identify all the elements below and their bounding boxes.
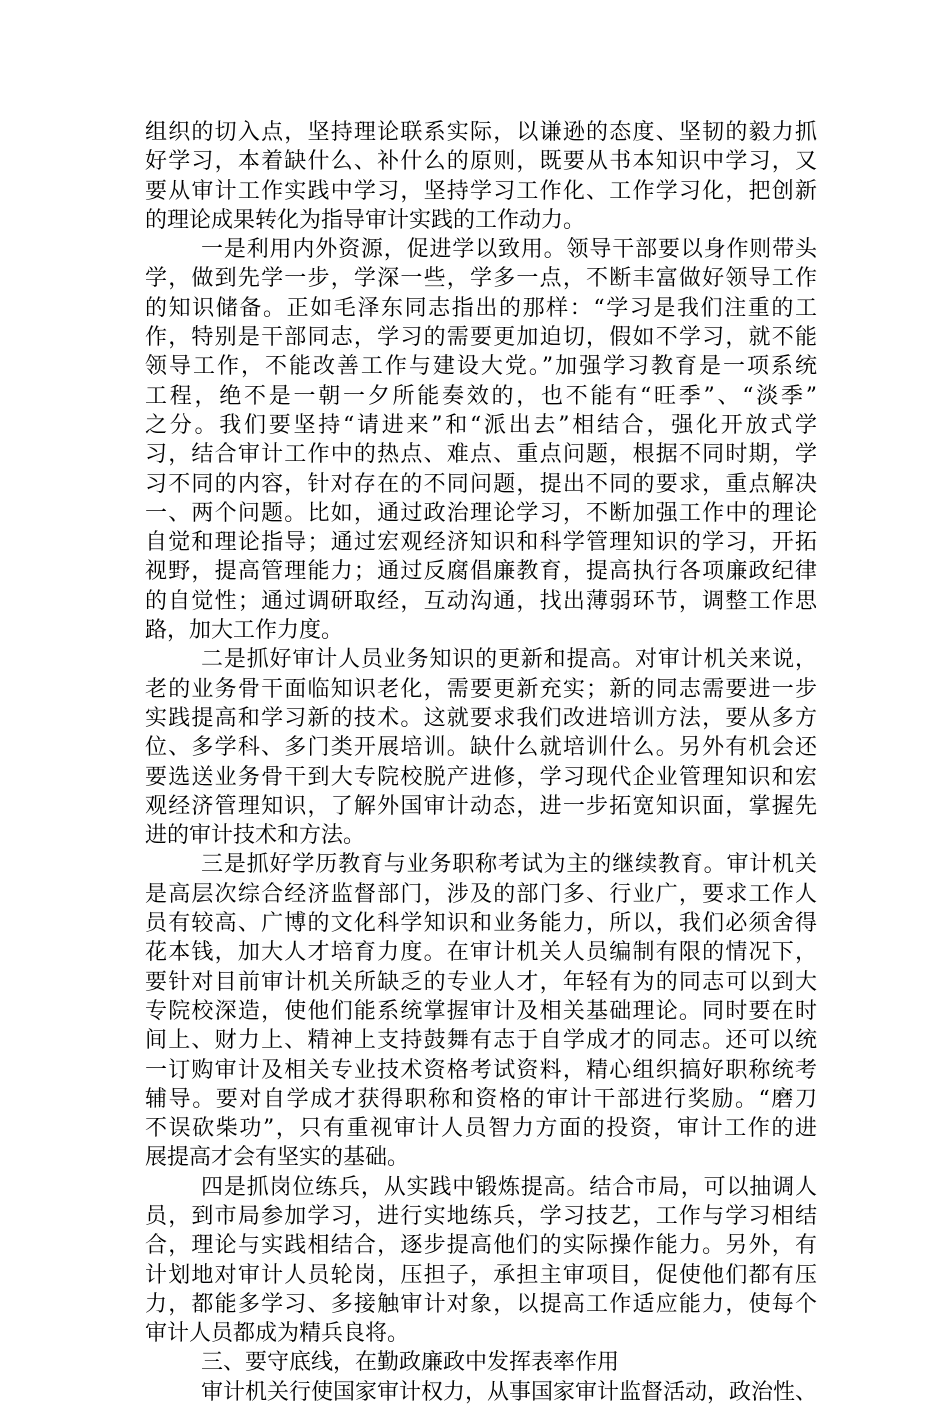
paragraph [145,235,817,645]
text-line: 好学习，本着缺什么、补什么的原则，既要从书本知识中学习，又 [145,149,817,175]
text-line: 三是抓好学历教育与业务职称考试为主的继续教育。审计机关 [201,852,817,878]
paragraph [145,645,817,850]
paragraph [145,118,817,235]
paragraph [145,1173,817,1349]
text-line: 审计人员都成为精兵良将。 [145,1321,410,1347]
text-line: 实践提高和学习新的技术。这就要求我们改进培训方法，要从多方 [145,705,817,731]
text-line: 学，做到先学一步，学深一些，学多一点，不断丰富做好领导工作 [145,266,817,292]
text-line: 组织的切入点，坚持理论联系实际，以谦逊的态度、坚韧的毅力抓 [145,120,817,145]
text-line: 要针对目前审计机关所缺乏的专业人才，年轻有为的同志可以到大 [145,969,817,995]
paragraph [145,1378,817,1407]
text-line: 不误砍柴功”，只有重视审计人员智力方面的投资，审计工作的进 [145,1116,817,1142]
text-line: 员，到市局参加学习，进行实地练兵，学习技艺，工作与学习相结 [145,1203,817,1229]
text-line: 员有较高、广博的文化科学知识和业务能力，所以，我们必须舍得 [145,911,817,937]
text-line: 视野，提高管理能力；通过反腐倡廉教育，提高执行各项廉政纪律 [145,559,817,585]
text-line: 观经济管理知识，了解外国审计动态，进一步拓宽知识面，掌握先 [145,793,817,819]
text-line: 力，都能多学习、多接触审计对象，以提高工作适应能力，使每个 [145,1291,817,1317]
text-line: 是高层次综合经济监督部门，涉及的部门多、行业广，要求工作人 [145,881,817,907]
text-line: 习不同的内容，针对存在的不同问题，提出不同的要求，重点解决 [145,471,817,497]
text-line: 路，加大工作力度。 [145,618,344,644]
section-heading [145,1348,817,1377]
text-line: 领导工作，不能改善工作与建设大党。”加强学习教育是一项系统 [145,354,817,380]
text-line: 之分。我们要坚持“请进来”和“派出去”相结合，强化开放式学 [145,412,817,438]
text-line: 的自觉性；通过调研取经，互动沟通，找出薄弱环节，调整工作思 [145,588,817,614]
text-line: 一订购审计及相关专业技术资格考试资料，精心组织搞好职称统考 [145,1057,817,1083]
text-line: 作，特别是干部同志，学习的需要更加迫切，假如不学习，就不能 [145,325,817,351]
text-line: 二是抓好审计人员业务知识的更新和提高。对审计机关来说， [201,647,817,673]
text-line: 位、多学科、多门类开展培训。缺什么就培训什么。另外有机会还 [145,735,817,761]
text-line: 四是抓岗位练兵，从实践中锻炼提高。结合市局，可以抽调人 [201,1174,817,1200]
text-line: 习，结合审计工作中的热点、难点、重点问题，根据不同时期，学 [145,442,817,468]
text-line: 一、两个问题。比如，通过政治理论学习，不断加强工作中的理论 [145,500,817,526]
document-page [145,118,817,1407]
text-line: 要选送业务骨干到大专院校脱产进修，学习现代企业管理知识和宏 [145,764,817,790]
text-line: 的理论成果转化为指导审计实践的工作动力。 [145,207,586,233]
text-line: 的知识储备。正如毛泽东同志指出的那样：“学习是我们注重的工 [145,295,817,321]
text-line: 要从审计工作实践中学习，坚持学习工作化、工作学习化，把创新 [145,178,817,204]
text-line: 花本钱，加大人才培育力度。在审计机关人员编制有限的情况下， [145,940,817,966]
text-line: 老的业务骨干面临知识老化，需要更新充实；新的同志需要进一步 [145,676,817,702]
text-line: 专院校深造，使他们能系统掌握审计及相关基础理论。同时要在时 [145,998,817,1024]
text-line: 合，理论与实践相结合，逐步提高他们的实际操作能力。另外，有 [145,1233,817,1259]
text-line: 计划地对审计人员轮岗，压担子，承担主审项目，促使他们都有压 [145,1262,817,1288]
text-line: 一是利用内外资源，促进学以致用。领导干部要以身作则带头 [201,237,817,263]
text-line: 自觉和理论指导；通过宏观经济知识和科学管理知识的学习，开拓 [145,530,817,556]
text-line: 间上、财力上、精神上支持鼓舞有志于自学成才的同志。还可以统 [145,1028,817,1054]
text-line: 辅导。要对自学成才获得职称和资格的审计干部进行奖励。“磨刀 [145,1086,817,1112]
text-line: 进的审计技术和方法。 [145,823,366,849]
text-line: 展提高才会有坚实的基础。 [145,1145,410,1171]
text-line: 工程，绝不是一朝一夕所能奏效的，也不能有“旺季”、“淡季” [145,383,817,409]
paragraph [145,850,817,1172]
text-line: 三、要守底线，在勤政廉政中发挥表率作用 [201,1350,620,1376]
text-line: 审计机关行使国家审计权力，从事国家审计监督活动，政治性、 [201,1379,818,1405]
